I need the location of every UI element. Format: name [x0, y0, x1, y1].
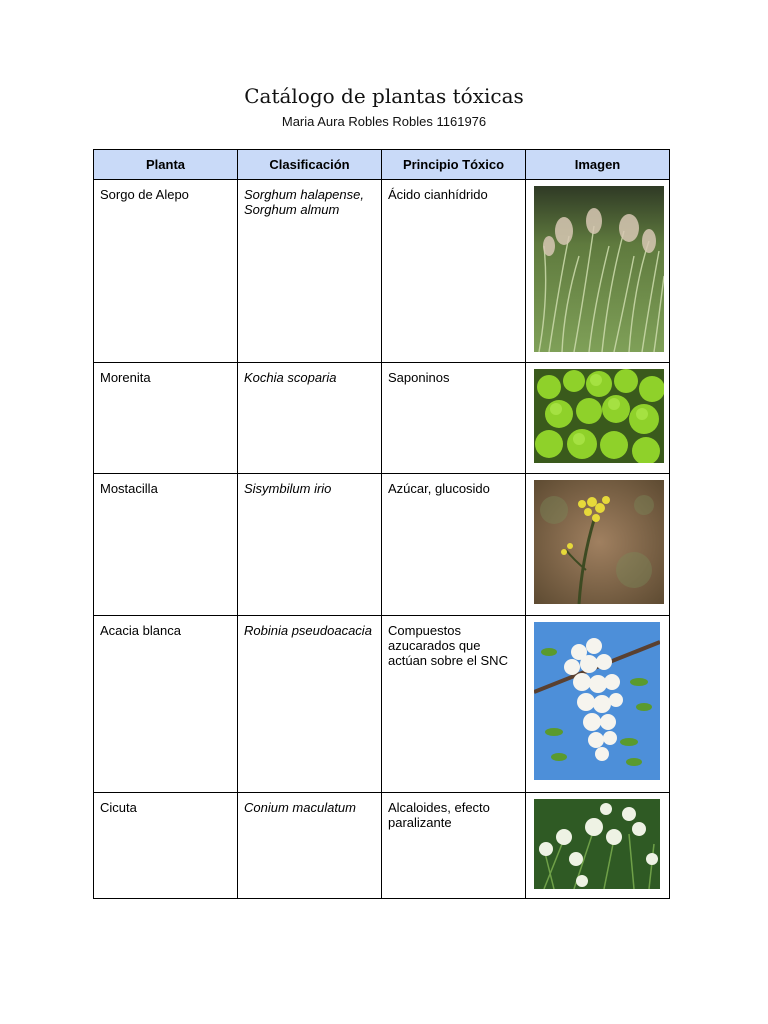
header-clasificacion: Clasificación — [238, 150, 382, 180]
kochia-bushes-photo — [534, 369, 664, 463]
header-imagen: Imagen — [526, 150, 670, 180]
cell-planta: Morenita — [94, 363, 238, 474]
table-row — [94, 793, 670, 899]
cell-clasificacion: Sorghum halapense, Sorghum almum — [238, 180, 382, 363]
document-title: Catálogo de plantas tóxicas — [244, 84, 524, 108]
cell-imagen — [526, 474, 670, 616]
cell-principio: Saponinos — [382, 363, 526, 474]
hemlock-umbels-photo — [534, 799, 660, 889]
header-planta: Planta — [94, 150, 238, 180]
cell-planta: Mostacilla — [94, 474, 238, 616]
sorghum-grass-photo — [534, 186, 664, 352]
cell-imagen — [526, 180, 670, 363]
plants-table — [93, 149, 670, 899]
header-principio-toxico: Principio Tóxico — [382, 150, 526, 180]
cell-clasificacion: Sisymbilum irio — [238, 474, 382, 616]
yellow-mustard-flower-photo — [534, 480, 664, 604]
white-acacia-blossom-photo — [534, 622, 660, 780]
cell-planta: Sorgo de Alepo — [94, 180, 238, 363]
cell-principio: Azúcar, glucosido — [382, 474, 526, 616]
document-subtitle: Maria Aura Robles Robles 1161976 — [281, 114, 487, 129]
cell-planta: Cicuta — [94, 793, 238, 899]
cell-clasificacion: Conium maculatum — [238, 793, 382, 899]
table-row — [94, 180, 670, 363]
table-row — [94, 363, 670, 474]
cell-imagen — [526, 363, 670, 474]
table-header-row — [94, 150, 670, 180]
cell-planta: Acacia blanca — [94, 616, 238, 793]
cell-imagen — [526, 793, 670, 899]
table-row — [94, 616, 670, 793]
table-row — [94, 474, 670, 616]
cell-principio: Alcaloides, efecto paralizante — [382, 793, 526, 899]
cell-clasificacion: Kochia scoparia — [238, 363, 382, 474]
cell-principio: Compuestos azucarados que actúan sobre el SNC — [382, 616, 526, 793]
cell-imagen — [526, 616, 670, 793]
cell-principio: Ácido cianhídrido — [382, 180, 526, 363]
cell-clasificacion: Robinia pseudoacacia — [238, 616, 382, 793]
